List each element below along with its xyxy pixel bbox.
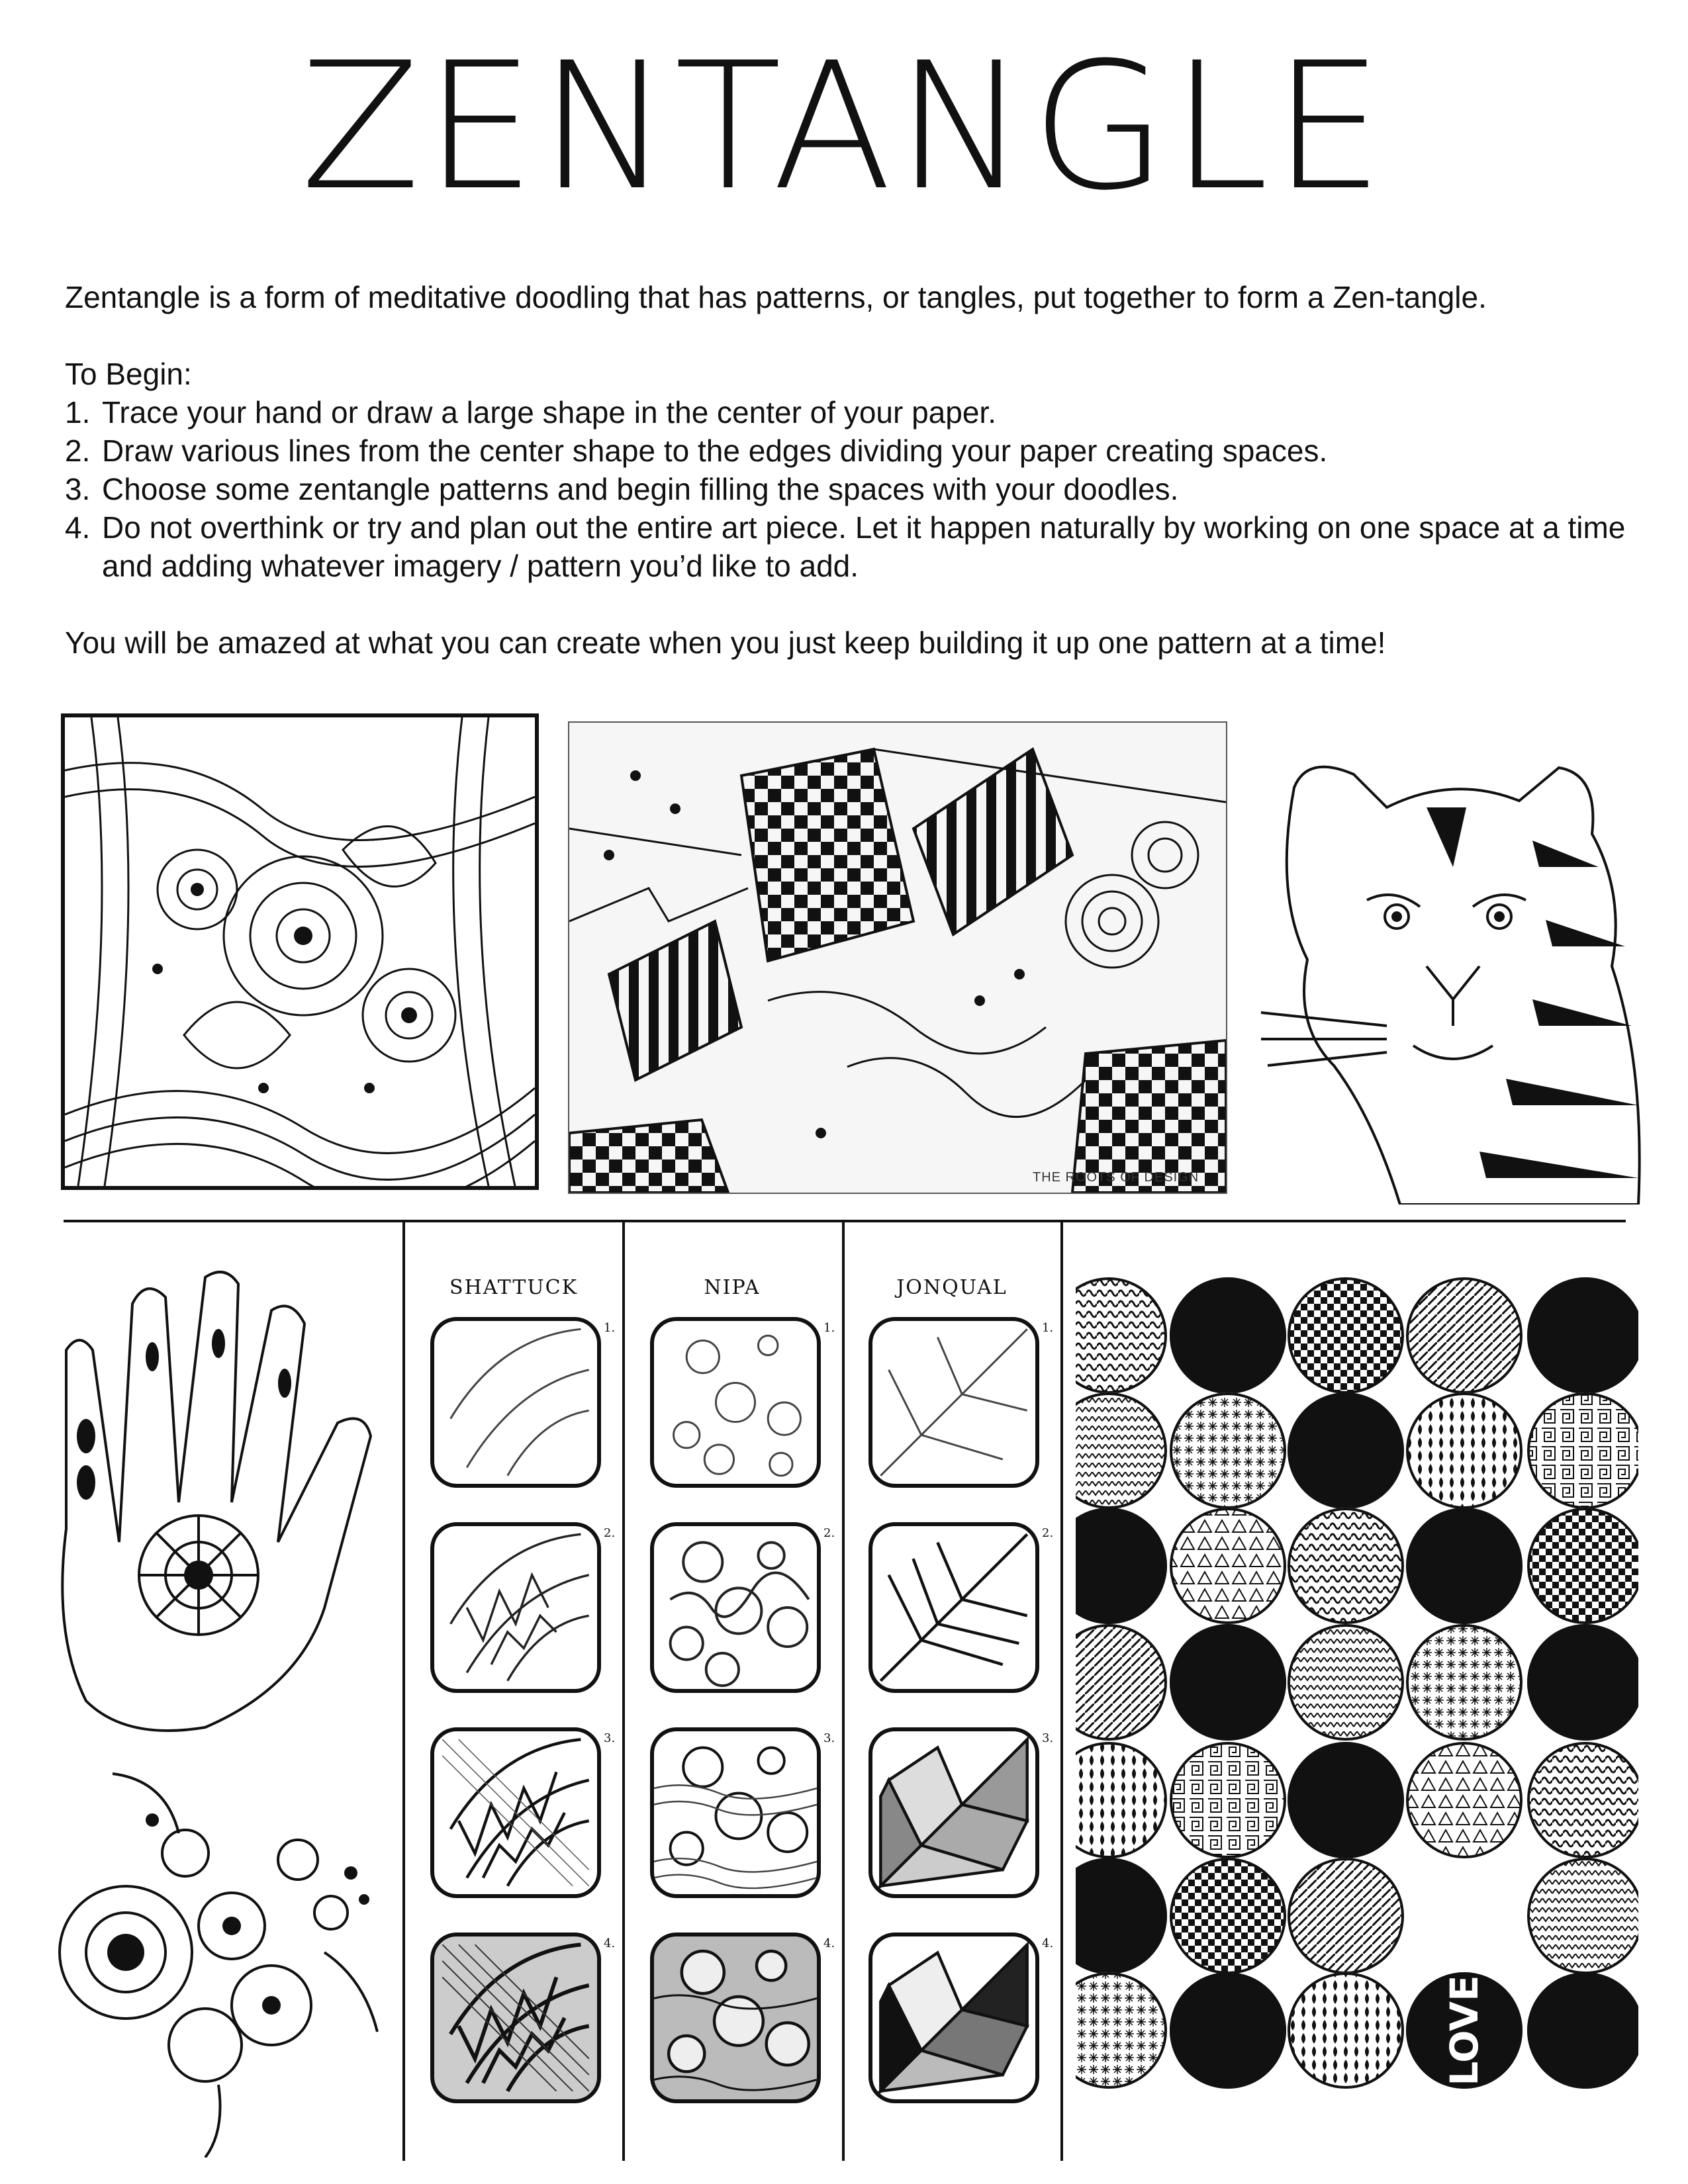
step-item <box>65 432 1640 470</box>
intro-text <box>65 278 1640 662</box>
geometric-tangle-artwork <box>568 721 1227 1194</box>
step-number: 1. <box>604 1321 616 1335</box>
tiger-tangle-artwork <box>1254 748 1645 1205</box>
pattern-circle <box>1528 1279 1638 1392</box>
step-number: 4. <box>1042 1936 1054 1950</box>
jonqual-step-3 <box>868 1727 1039 1898</box>
pattern-circle <box>1528 1394 1638 1508</box>
pattern-circle <box>1528 1974 1638 2087</box>
pattern-circle <box>1289 1279 1403 1392</box>
column-divider <box>1060 1221 1063 2161</box>
pattern-circle <box>1289 1859 1403 1973</box>
step-text: Draw various lines from the center shape to the edges dividing your paper creating spaces. <box>102 433 1328 468</box>
pattern-circle <box>1076 1859 1166 1973</box>
pattern-circle <box>1076 1974 1166 2087</box>
pattern-circle <box>1289 1394 1403 1508</box>
column-divider <box>622 1221 625 2161</box>
pattern-circle <box>1289 1743 1403 1857</box>
column-heading-jonqual: JONQUAL <box>896 1276 1008 1299</box>
step-number: 1. <box>65 395 91 430</box>
shattuck-step-2 <box>430 1522 601 1693</box>
step-text: Trace your hand or draw a large shape in the center of your paper. <box>102 395 996 430</box>
love-lettering: LOVE <box>1442 1975 1487 2086</box>
step-number: 1. <box>1042 1321 1054 1335</box>
jonqual-step-2 <box>868 1522 1039 1693</box>
closing-text: You will be amazed at what you can create when you just keep building it up one pattern at a time! <box>65 625 1386 660</box>
hand-tangle-artwork <box>46 1264 391 1741</box>
pattern-circle <box>1528 1509 1638 1623</box>
pattern-circle-grid <box>1076 1277 1638 2171</box>
section-divider <box>64 1220 1626 1222</box>
step-number: 2. <box>65 433 91 468</box>
flower-tangle-artwork <box>46 1754 391 2158</box>
watermark-text: THE ROOTS OF DESIGN <box>1033 1170 1199 1185</box>
pattern-circle <box>1171 1743 1285 1857</box>
step-text: Do not overthink or try and plan out the entire art piece. Let it happen naturally by working on one space at a time and adding whatever imagery / pattern you’d like to add. <box>102 510 1626 583</box>
pattern-circle <box>1528 1625 1638 1739</box>
step-number: 3. <box>823 1731 835 1745</box>
step-text: Choose some zentangle patterns and begin filling the spaces with your doodles. <box>102 472 1179 506</box>
pattern-circle <box>1171 1279 1285 1392</box>
pattern-circle <box>1076 1394 1166 1508</box>
step-number: 4. <box>604 1936 616 1950</box>
pattern-circle <box>1171 1625 1285 1739</box>
nipa-step-1 <box>650 1317 821 1488</box>
step-number: 4. <box>823 1936 835 1950</box>
column-divider <box>842 1221 845 2161</box>
pattern-circle <box>1289 1509 1403 1623</box>
column-divider <box>402 1221 405 2161</box>
step-number: 3. <box>604 1731 616 1745</box>
pattern-circle <box>1171 1509 1285 1623</box>
pattern-circle <box>1528 1859 1638 1973</box>
step-item <box>65 393 1640 432</box>
step-number: 3. <box>1042 1731 1054 1745</box>
step-item <box>65 508 1640 585</box>
pattern-circle <box>1407 1279 1521 1392</box>
pattern-circle <box>1407 1394 1521 1508</box>
square-tangle-artwork <box>61 713 539 1190</box>
pattern-circle <box>1171 1974 1285 2087</box>
step-item <box>65 470 1640 508</box>
pattern-circle <box>1528 1743 1638 1857</box>
step-number: 1. <box>823 1321 835 1335</box>
step-number: 2. <box>1042 1526 1054 1540</box>
column-heading-shattuck: SHATTUCK <box>449 1276 578 1299</box>
begin-heading: To Begin: <box>65 357 192 391</box>
jonqual-step-4 <box>868 1933 1039 2103</box>
shattuck-step-1 <box>430 1317 601 1488</box>
step-number: 4. <box>65 510 91 545</box>
pattern-circle <box>1171 1859 1285 1973</box>
description: Zentangle is a form of meditative doodling that has patterns, or tangles, put together to form a Zen-tangle. <box>65 280 1487 314</box>
shattuck-step-3 <box>430 1727 601 1898</box>
pattern-circle <box>1076 1625 1166 1739</box>
pattern-circle <box>1407 1743 1521 1857</box>
step-list <box>65 393 1640 585</box>
pattern-circle <box>1076 1509 1166 1623</box>
page-title: ZENTANGLE <box>300 25 1388 229</box>
pattern-circle <box>1289 1625 1403 1739</box>
step-number: 2. <box>604 1526 616 1540</box>
pattern-circle <box>1171 1394 1285 1508</box>
pattern-circle <box>1076 1743 1166 1857</box>
pattern-circle <box>1289 1974 1403 2087</box>
jonqual-step-1 <box>868 1317 1039 1488</box>
step-number: 2. <box>823 1526 835 1540</box>
column-heading-nipa: NIPA <box>704 1276 761 1299</box>
pattern-circle <box>1407 1625 1521 1739</box>
nipa-step-2 <box>650 1522 821 1693</box>
shattuck-step-4 <box>430 1933 601 2103</box>
pattern-circle <box>1076 1279 1166 1392</box>
pattern-circle <box>1407 1509 1521 1623</box>
step-number: 3. <box>65 472 91 506</box>
nipa-step-3 <box>650 1727 821 1898</box>
nipa-step-4 <box>650 1933 821 2103</box>
